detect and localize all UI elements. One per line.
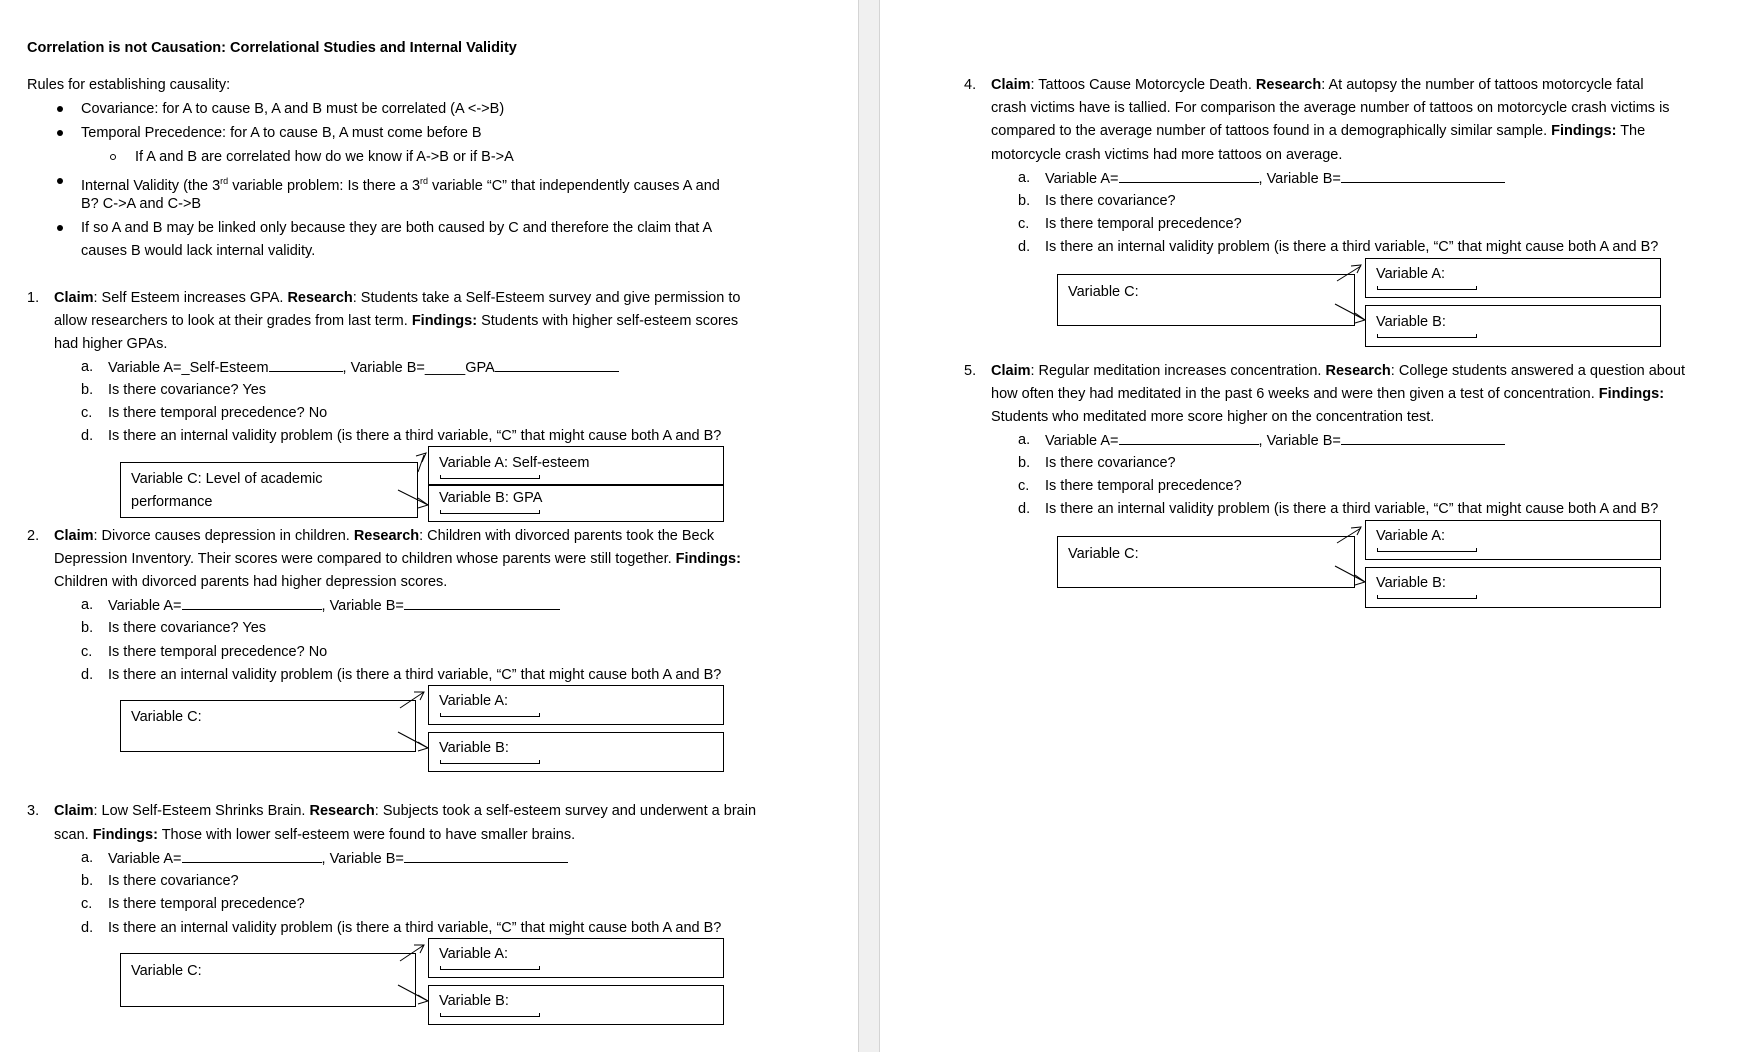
q3-variable-a-label: Variable A: — [439, 946, 509, 962]
q1-variable-a-label: Variable A: Self-esteem — [439, 455, 590, 471]
document-title: Correlation is not Causation: Correlational Studies and Internal Validity — [27, 40, 517, 56]
q4-c-letter: c. — [1018, 216, 1030, 232]
q4-temporal: Is there temporal precedence? — [1045, 216, 1242, 232]
q5-c-letter: c. — [1018, 478, 1030, 494]
q2-d-letter: d. — [81, 667, 94, 683]
q1-variable-b-label: Variable B: GPA — [439, 490, 543, 506]
q1-variables: Variable A=_Self-Esteem , Variable B=_____GPA — [108, 357, 619, 378]
q3-temporal: Is there temporal precedence? — [108, 896, 305, 912]
right-page — [880, 0, 1744, 1052]
q3-variable-c-label: Variable C: — [131, 963, 202, 979]
q5-variable-c-label: Variable C: — [1068, 546, 1139, 562]
q4-covariance: Is there covariance? — [1045, 193, 1176, 209]
rules-heading: Rules for establishing causality: — [27, 77, 231, 93]
q3-causal-arrows — [0, 0, 858, 1052]
q5-number: 5. — [964, 363, 977, 379]
q1-number: 1. — [27, 290, 40, 306]
q4-variable-c-label: Variable C: — [1068, 284, 1139, 300]
q2-line2: Depression Inventory. Their scores were compared to children whose parents were still together. Findings: — [54, 551, 741, 567]
q4-a-letter: a. — [1018, 170, 1031, 186]
q3-a-letter: a. — [81, 850, 94, 866]
q5-line3: Students who meditated more score higher on the concentration test. — [991, 409, 1435, 425]
rule-covariance: Covariance: for A to cause B, A and B must be correlated (A <->B) — [81, 101, 505, 117]
q5-covariance: Is there covariance? — [1045, 455, 1176, 471]
q5-variable-a-label: Variable A: — [1376, 528, 1446, 544]
q3-variables: Variable A= , Variable B= — [108, 848, 568, 869]
page-gutter — [858, 0, 880, 1052]
rule-internal: Internal Validity (the 3rd variable problem: Is there a 3rd variable “C” that independently causes A and — [81, 176, 720, 194]
q3-d-letter: d. — [81, 920, 94, 936]
q1-d-letter: d. — [81, 428, 94, 444]
q5-a-letter: a. — [1018, 432, 1031, 448]
q1-line2: allow researchers to look at their grades from last term. Findings: Students with higher self-esteem scores — [54, 313, 739, 329]
q3-c-letter: c. — [81, 896, 93, 912]
q1-variable-c-label-cont: performance — [131, 494, 213, 510]
q2-temporal: Is there temporal precedence? No — [108, 644, 328, 660]
q3-line2: scan. Findings: Those with lower self-esteem were found to have smaller brains. — [54, 827, 576, 843]
q5-causal-arrows — [880, 0, 1744, 1052]
q5-variables: Variable A= , Variable B= — [1045, 430, 1505, 451]
q2-number: 2. — [27, 528, 40, 544]
q4-variable-b-label: Variable B: — [1376, 314, 1446, 330]
q4-number: 4. — [964, 77, 977, 93]
q5-temporal: Is there temporal precedence? — [1045, 478, 1242, 494]
q2-c-letter: c. — [81, 644, 93, 660]
rule-ifso-cont: causes B would lack internal validity. — [81, 243, 316, 259]
q3-variable-b-label: Variable B: — [439, 993, 509, 1009]
q4-d-letter: d. — [1018, 239, 1031, 255]
q5-internal: Is there an internal validity problem (is there a third variable, “C” that might cause both A and B? — [1045, 501, 1659, 517]
q3-number: 3. — [27, 803, 40, 819]
rule-temporal: Temporal Precedence: for A to cause B, A must come before B — [81, 125, 482, 141]
q4-line1: Claim: Tattoos Cause Motorcycle Death. Research: At autopsy the number of tattoos motorcycle fatal — [991, 77, 1644, 93]
q2-variable-b-label: Variable B: — [439, 740, 509, 756]
q3-b-letter: b. — [81, 873, 94, 889]
q1-b-letter: b. — [81, 382, 94, 398]
q4-variables: Variable A= , Variable B= — [1045, 168, 1505, 189]
q4-line4: motorcycle crash victims had more tattoos on average. — [991, 147, 1343, 163]
q1-internal: Is there an internal validity problem (is there a third variable, “C” that might cause both A and B? — [108, 428, 722, 444]
q2-line1: Claim: Divorce causes depression in children. Research: Children with divorced parents took the Beck — [54, 528, 715, 544]
q3-internal: Is there an internal validity problem (is there a third variable, “C” that might cause both A and B? — [108, 920, 722, 936]
q1-variable-c-label: Variable C: Level of academic — [131, 471, 323, 487]
q1-temporal: Is there temporal precedence? No — [108, 405, 328, 421]
left-page — [0, 0, 858, 1052]
rule-internal-cont: B? C->A and C->B — [81, 196, 202, 212]
q4-line2: crash victims have is tallied. For comparison the average number of tattoos on motorcycle crash victims is — [991, 100, 1670, 116]
q2-variable-a-label: Variable A: — [439, 693, 509, 709]
rule-temporal-sub: If A and B are correlated how do we know if A->B or if B->A — [135, 149, 514, 165]
q4-b-letter: b. — [1018, 193, 1031, 209]
q2-line3: Children with divorced parents had higher depression scores. — [54, 574, 448, 590]
q1-line1: Claim: Self Esteem increases GPA. Research: Students take a Self-Esteem survey and give permission to — [54, 290, 741, 306]
q1-line3: had higher GPAs. — [54, 336, 168, 352]
q1-a-letter: a. — [81, 359, 94, 375]
q2-a-letter: a. — [81, 597, 94, 613]
rule-ifso: If so A and B may be linked only because they are both caused by C and therefore the claim that A — [81, 220, 713, 236]
q5-line2: how often they had meditated in the past 6 weeks and were then given a test of concentration. Findings: — [991, 386, 1665, 402]
q5-d-letter: d. — [1018, 501, 1031, 517]
q4-variable-a-label: Variable A: — [1376, 266, 1446, 282]
q3-covariance: Is there covariance? — [108, 873, 239, 889]
q5-variable-b-label: Variable B: — [1376, 575, 1446, 591]
q2-variables: Variable A= , Variable B= — [108, 595, 560, 616]
q2-b-letter: b. — [81, 620, 94, 636]
q2-covariance: Is there covariance? Yes — [108, 620, 267, 636]
q5-b-letter: b. — [1018, 455, 1031, 471]
q2-internal: Is there an internal validity problem (is there a third variable, “C” that might cause both A and B? — [108, 667, 722, 683]
q1-c-letter: c. — [81, 405, 93, 421]
q1-covariance: Is there covariance? Yes — [108, 382, 267, 398]
q2-variable-c-label: Variable C: — [131, 709, 202, 725]
q4-line3: compared to the average number of tattoos found in a demographically similar sample. Findings: The — [991, 123, 1646, 139]
q5-line1: Claim: Regular meditation increases concentration. Research: College students answered a question about — [991, 363, 1686, 379]
q3-line1: Claim: Low Self-Esteem Shrinks Brain. Research: Subjects took a self-esteem survey and underwent a brain — [54, 803, 757, 819]
q4-internal: Is there an internal validity problem (is there a third variable, “C” that might cause both A and B? — [1045, 239, 1659, 255]
